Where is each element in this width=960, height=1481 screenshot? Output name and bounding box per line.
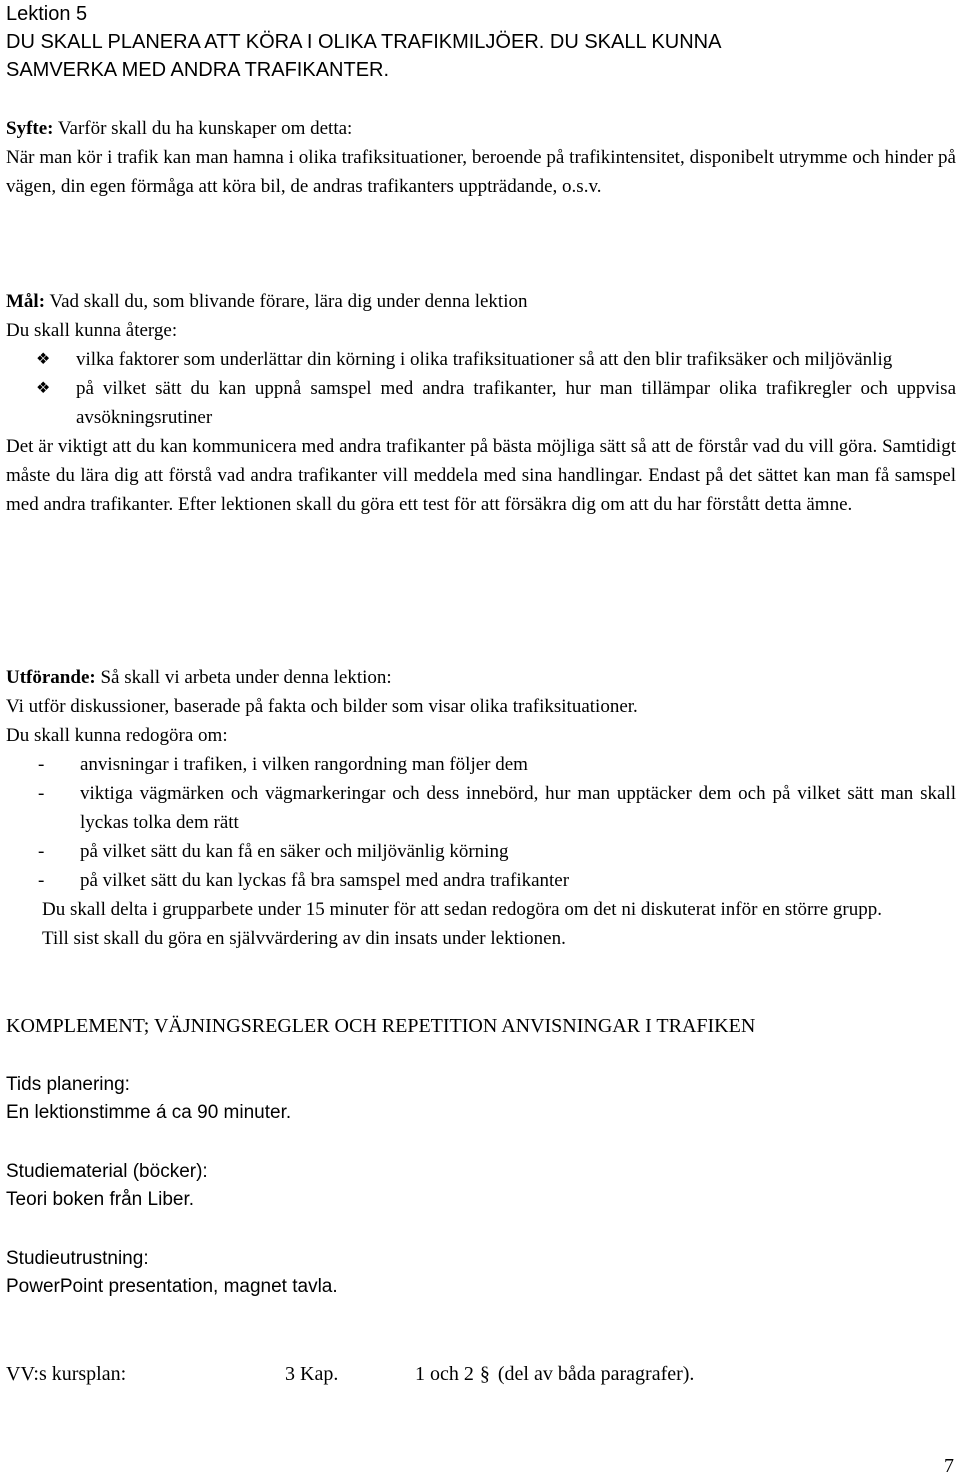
utforande-list-item <box>6 779 956 837</box>
utforande-list-item <box>6 837 956 866</box>
mal-body: Det är viktigt att du kan kommunicera med andra trafikanter på bästa möjliga sätt så att de förstår vad du vill göra. Samtidigt måste du lära dig att förstå vad andra trafikanter vill meddela med sina handlingar. Endast på det sättet kan man få samspel med andra trafikanter. Efter lektionen skall du göra ett test för att försäkra dig om att du har förstått detta ämne. <box>6 436 956 515</box>
section-symbol: § <box>479 1363 490 1385</box>
dash-bullet: - <box>38 754 45 775</box>
syfte-body: När man kör i trafik kan man hamna i olika trafiksituationer, beroende på trafikintensitet, disponibelt utrymme och hinder på vägen, din egen förmåga att köra bil, de andras trafikanters uppträdande, o.s.v. <box>6 147 956 197</box>
mal-bullet-text: på vilket sätt du kan uppnå samspel med andra trafikanter, hur man tillämpar olika trafikregler och uppvisa avsökningsrutiner <box>76 378 956 428</box>
dash-bullet: - <box>38 841 45 862</box>
studieutrustning-value: PowerPoint presentation, magnet tavla. <box>6 1276 338 1297</box>
lesson-label: Lektion 5 <box>6 3 88 25</box>
syfte-lead: Varför skall du ha kunskaper om detta: <box>57 118 353 139</box>
kursplan-kap: 3 Kap. <box>285 1363 339 1385</box>
diamond-bullet-icon: ❖ <box>36 351 51 368</box>
studiematerial-label: Studiematerial (böcker): <box>6 1161 208 1182</box>
utforande-item-text: viktiga vägmärken och vägmarkeringar och dess innebörd, hur man upptäcker dem och på vilket sätt man skall lyckas tolka dem rätt <box>80 783 956 833</box>
kursplan-note: (del av båda paragrafer). <box>497 1363 695 1385</box>
lesson-title-line2: SAMVERKA MED ANDRA TRAFIKANTER. <box>6 59 390 81</box>
diamond-bullet-icon: ❖ <box>36 380 51 397</box>
tids-value: En lektionstimme á ca 90 minuter. <box>6 1102 292 1123</box>
studiematerial-value: Teori boken från Liber. <box>6 1189 195 1210</box>
mal-lead: Vad skall du, som blivande förare, lära dig under denna lektion <box>49 291 528 312</box>
lesson-header <box>6 0 956 84</box>
utforande-item-text: på vilket sätt du kan lyckas få bra samspel med andra trafikanter <box>80 870 570 891</box>
utforande-list-item <box>6 866 956 895</box>
utforande-lead: Så skall vi arbeta under denna lektion: <box>100 667 392 688</box>
utforande-intro: Du skall kunna redogöra om: <box>6 725 228 746</box>
utforande-list-item <box>6 750 956 779</box>
kursplan-label: VV:s kursplan: <box>6 1363 127 1385</box>
komplement-heading: KOMPLEMENT; VÄJNINGSREGLER OCH REPETITION ANVISNINGAR I TRAFIKEN <box>6 1015 756 1037</box>
utforande-line1: Vi utför diskussioner, baserade på fakta och bilder som visar olika trafiksituationer. <box>6 696 638 717</box>
utforande-final-text: Till sist skall du göra en självvärdering av din insats under lektionen. <box>42 928 566 949</box>
page-number: 7 <box>944 1455 954 1477</box>
mal-bullet-item <box>6 345 956 374</box>
dash-bullet: - <box>38 870 45 891</box>
syfte-heading <box>6 114 956 143</box>
kursplan-row <box>6 1360 956 1389</box>
mal-section <box>6 287 956 519</box>
syfte-section <box>6 114 956 201</box>
mal-heading <box>6 287 956 316</box>
studieutrustning-label: Studieutrustning: <box>6 1248 149 1269</box>
utforande-item-text: på vilket sätt du kan få en säker och miljövänlig körning <box>80 841 509 862</box>
utforande-label: Utförande: <box>6 667 96 688</box>
utforande-item-text: anvisningar i trafiken, i vilken rangordning man följer dem <box>80 754 528 775</box>
tids-label: Tids planering: <box>6 1074 130 1095</box>
mal-label: Mål: <box>6 291 46 312</box>
utforande-group-text: Du skall delta i grupparbete under 15 minuter för att sedan redogöra om det ni diskuterat inför en större grupp. <box>42 899 882 920</box>
mal-bullet-item <box>6 374 956 432</box>
kursplan-paragraph: 1 och 2 <box>415 1363 474 1385</box>
utforande-heading <box>6 663 956 692</box>
lesson-title-line1: DU SKALL PLANERA ATT KÖRA I OLIKA TRAFIKMILJÖER. DU SKALL KUNNA <box>6 31 722 53</box>
syfte-label: Syfte: <box>6 118 54 139</box>
mal-intro: Du skall kunna återge: <box>6 320 178 341</box>
mal-bullet-text: vilka faktorer som underlättar din körning i olika trafiksituationer så att den blir trafiksäker och miljövänlig <box>76 349 893 370</box>
dash-bullet: - <box>38 783 45 804</box>
utforande-section <box>6 663 956 953</box>
